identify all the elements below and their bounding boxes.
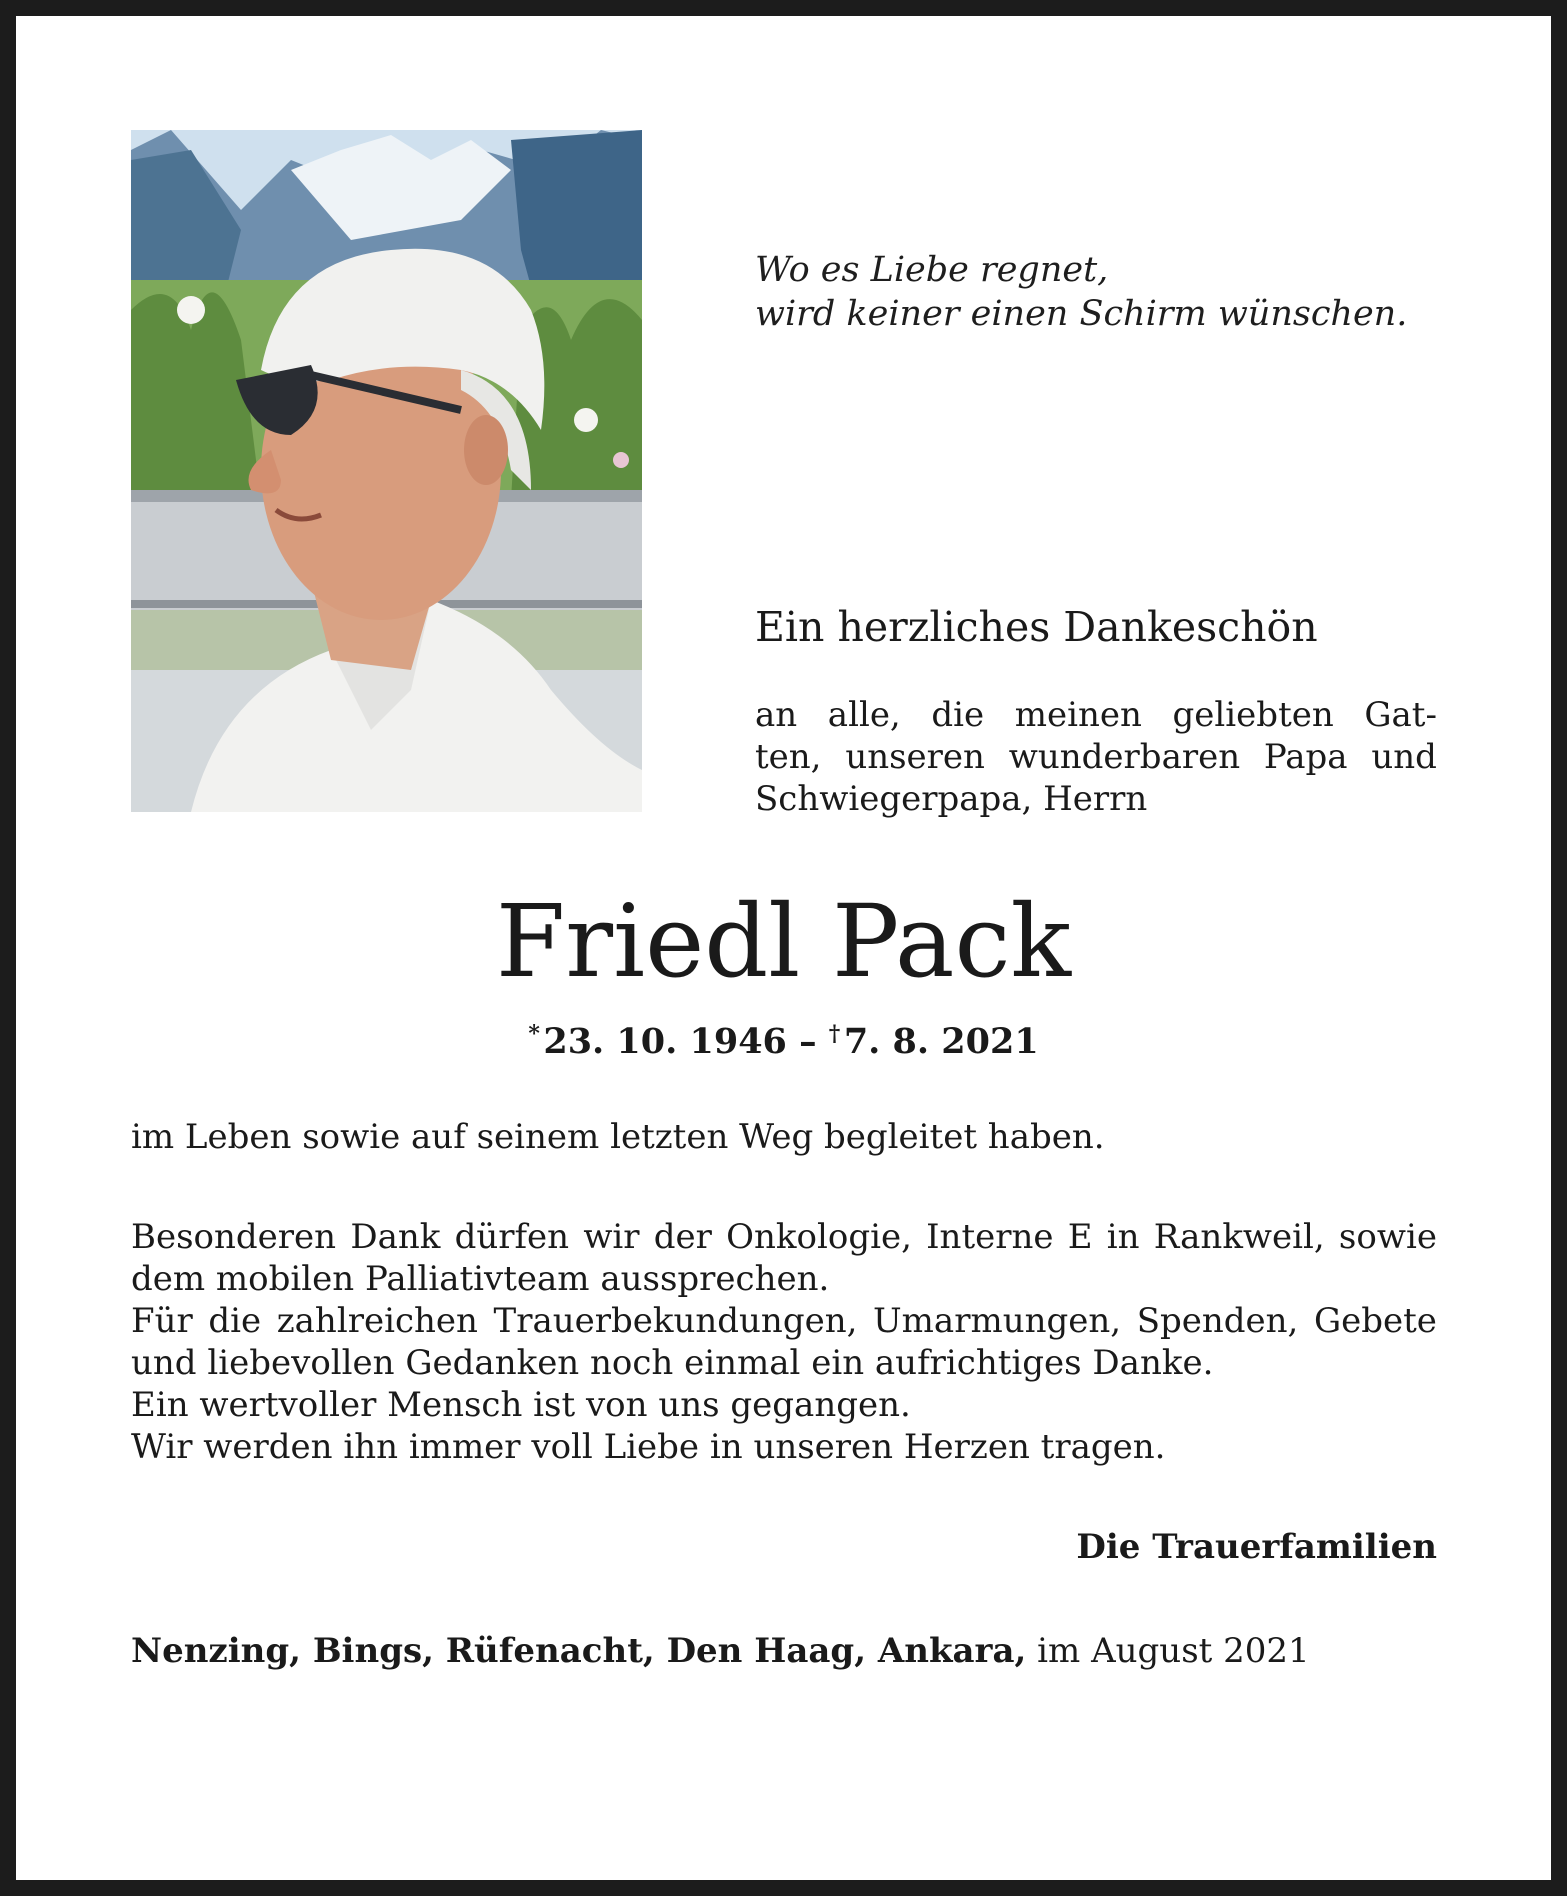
birth-date: 23. 10. 1946 bbox=[543, 1021, 787, 1062]
body-line-justified bbox=[131, 1300, 1437, 1342]
intro-word: unseren bbox=[845, 737, 985, 777]
intro-word: Gat- bbox=[1364, 695, 1437, 735]
body-paragraph-1 bbox=[131, 1116, 1437, 1158]
intro-word: ten, bbox=[755, 737, 822, 777]
death-date: 7. 8. 2021 bbox=[843, 1021, 1039, 1062]
birth-symbol: * bbox=[528, 1021, 540, 1047]
notice-date: im August 2021 bbox=[1037, 1631, 1310, 1671]
body-word: Interne bbox=[926, 1217, 1054, 1257]
places-and-date bbox=[131, 1630, 1310, 1672]
deceased-name: Friedl Pack bbox=[495, 883, 1072, 1000]
body-line: dem mobilen Palliativteam aussprechen. bbox=[131, 1259, 830, 1299]
quote-line-2: wird keiner einen Schirm wünschen. bbox=[755, 294, 1408, 334]
intro-word: alle, bbox=[827, 695, 901, 735]
body-word: Gebete bbox=[1313, 1301, 1437, 1341]
body-line: im Leben sowie auf seinem letzten Weg begleitet haben. bbox=[131, 1117, 1105, 1157]
body-word: Umarmungen, bbox=[873, 1301, 1122, 1341]
intro-word: die bbox=[931, 695, 985, 735]
body-word: Rankweil, bbox=[1153, 1217, 1325, 1257]
body-word: Trauerbekundungen, bbox=[493, 1301, 858, 1341]
intro-word: geliebten bbox=[1172, 695, 1334, 735]
intro-word: und bbox=[1371, 737, 1437, 777]
quote-line-1: Wo es Liebe regnet, bbox=[755, 250, 1109, 290]
family-signature: Die Trauerfamilien bbox=[1076, 1527, 1437, 1567]
body-word: der bbox=[653, 1217, 712, 1257]
body-word: E bbox=[1067, 1217, 1093, 1257]
intro-word: meinen bbox=[1014, 695, 1142, 735]
death-symbol: † bbox=[828, 1021, 841, 1047]
intro-word: Papa bbox=[1263, 737, 1348, 777]
body-word: Spenden, bbox=[1136, 1301, 1299, 1341]
body-paragraph-2 bbox=[131, 1216, 1437, 1468]
intro-line-1 bbox=[755, 694, 1437, 736]
body-line-justified bbox=[131, 1216, 1437, 1258]
portrait-photo bbox=[131, 130, 642, 812]
memorial-quote bbox=[755, 248, 1455, 336]
body-word: Besonderen bbox=[131, 1217, 337, 1257]
body-word: in bbox=[1106, 1217, 1140, 1257]
intro-line-3: Schwiegerpapa, Herrn bbox=[755, 779, 1148, 819]
thanks-intro bbox=[755, 694, 1437, 820]
thanks-heading: Ein herzliches Dankeschön bbox=[755, 603, 1318, 651]
body-word: Dank bbox=[350, 1217, 441, 1257]
intro-word: an bbox=[755, 695, 798, 735]
body-line: Wir werden ihn immer voll Liebe in unseren Herzen tragen. bbox=[131, 1427, 1166, 1467]
body-line: und liebevollen Gedanken noch einmal ein aufrichtiges Danke. bbox=[131, 1343, 1214, 1383]
body-word: zahlreichen bbox=[276, 1301, 478, 1341]
body-word: wir bbox=[583, 1217, 640, 1257]
life-dates bbox=[0, 1012, 1567, 1064]
date-separator: – bbox=[799, 1021, 817, 1062]
body-word: die bbox=[208, 1301, 262, 1341]
body-word: sowie bbox=[1338, 1217, 1437, 1257]
places: Nenzing, Bings, Rüfenacht, Den Haag, Ankara, bbox=[131, 1631, 1027, 1671]
body-word: dürfen bbox=[454, 1217, 570, 1257]
intro-word: wunderbaren bbox=[1008, 737, 1241, 777]
body-word: Onkologie, bbox=[726, 1217, 912, 1257]
portrait-illustration bbox=[131, 130, 642, 812]
intro-line-2 bbox=[755, 736, 1437, 778]
body-word: Für bbox=[131, 1301, 193, 1341]
body-line: Ein wertvoller Mensch ist von uns gegangen. bbox=[131, 1385, 911, 1425]
